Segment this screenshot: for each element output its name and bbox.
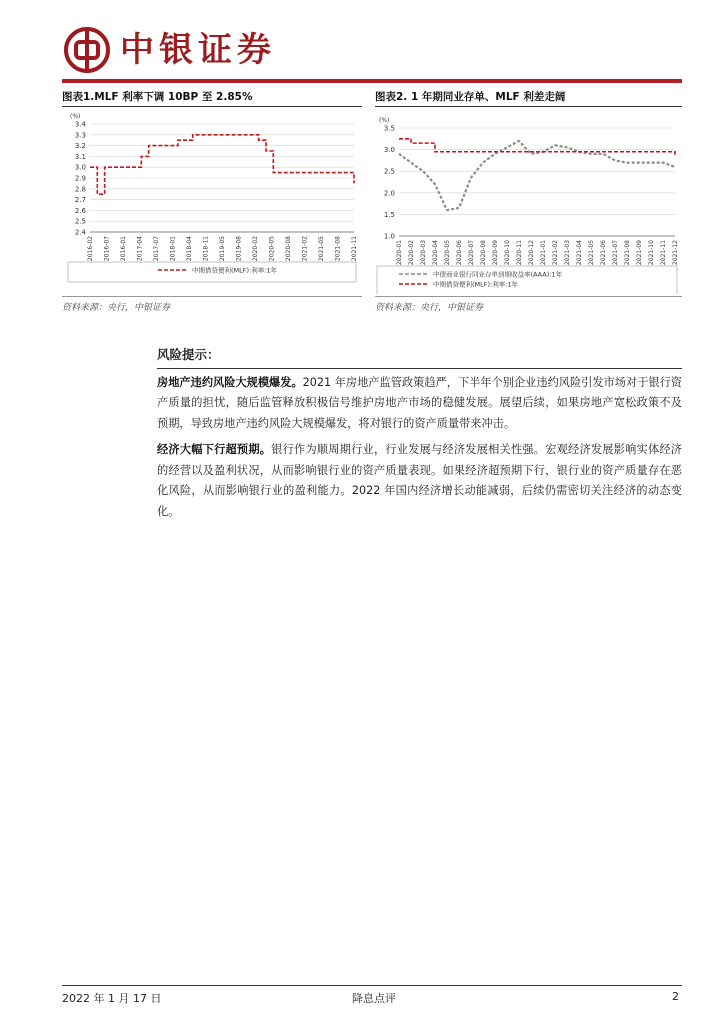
x-tick-label: 2020-04: [432, 240, 439, 266]
x-tick-label: 2018-01: [169, 236, 177, 262]
x-tick-label: 2021-11: [351, 236, 358, 262]
x-tick-label: 2021-12: [672, 240, 679, 266]
x-tick-label: 2019-05: [219, 236, 226, 262]
y-tick-label: 1.0: [383, 232, 395, 241]
page-number: 2: [672, 990, 679, 1003]
y-tick-label: 3.0: [383, 146, 395, 155]
chart2-title-rule: [375, 106, 682, 107]
y-tick-label: 3.4: [74, 120, 86, 129]
x-tick-label: 2020-12: [528, 240, 535, 266]
y-tick-label: 2.6: [74, 206, 86, 215]
chart1-title-rule: [62, 106, 362, 107]
series-line: [90, 135, 354, 194]
y-tick-label: 2.9: [74, 174, 86, 183]
x-tick-label: 2018-04: [186, 236, 193, 262]
x-tick-label: 2021-04: [576, 240, 583, 266]
risk-item-text: 2021 年房地产监管政策趋严，下半年个别企业违约风险引发市场对于银行资产质量的担忧，随后监管释放积极信号维护房地产市场的稳健发展。展望后续，如果房地产宽松政策不及预期，导致房地产违约风险大规模爆发，将对银行的资产质量带来冲击。: [157, 375, 682, 430]
y-tick-label: 2.7: [74, 196, 86, 205]
header-rule: [62, 79, 682, 83]
bank-logo-icon: [64, 27, 110, 73]
y-tick-label: 1.5: [383, 210, 395, 219]
x-tick-label: 2020-02: [408, 240, 415, 266]
chart2-title: 图表2. 1 年期同业存单、MLF 利差走阔: [375, 91, 566, 103]
x-tick-label: 2020-01: [396, 240, 403, 266]
y-tick-label: 2.0: [383, 189, 395, 198]
x-tick-label: 2021-05: [318, 236, 325, 262]
x-tick-label: 2020-10: [504, 240, 511, 266]
legend-label: 中债商业银行同业存单到期收益率(AAA):1年: [433, 270, 563, 279]
y-tick-label: 2.4: [74, 228, 86, 237]
x-tick-label: 2021-09: [636, 240, 643, 266]
x-tick-label: 2020-03: [420, 240, 427, 266]
chart1-source-rule: [62, 296, 362, 297]
chart2-ncd-vs-mlf: [375, 108, 682, 294]
brand-name: 中银证券: [120, 30, 276, 70]
legend-label: 中期借贷便利(MLF):利率:1年: [192, 266, 278, 275]
x-tick-label: 2021-08: [334, 236, 342, 262]
risk-heading: 风险提示：: [157, 345, 682, 369]
y-axis-unit: (%): [379, 117, 390, 124]
chart1-title: 图表1.MLF 利率下调 10BP 至 2.85%: [62, 91, 253, 103]
y-tick-label: 3.5: [383, 124, 395, 133]
x-tick-label: 2021-02: [552, 240, 559, 266]
x-tick-label: 2021-10: [648, 240, 655, 266]
x-tick-label: 2017-04: [136, 236, 144, 262]
x-tick-label: 2021-05: [588, 240, 595, 266]
x-tick-label: 2021-02: [301, 236, 309, 262]
x-tick-label: 2016-02: [87, 236, 94, 262]
x-tick-label: 2016-07: [103, 236, 111, 262]
risk-item: [157, 440, 682, 522]
y-tick-label: 2.5: [383, 167, 395, 176]
x-tick-label: 2020-11: [516, 240, 523, 266]
x-tick-label: 2020-08: [285, 236, 292, 262]
x-tick-label: 2021-01: [540, 240, 547, 266]
chart1-mlf-rate: [62, 108, 362, 294]
risk-item-title: 经济大幅下行超预期。: [157, 443, 272, 456]
x-tick-label: 2020-02: [252, 236, 259, 262]
x-tick-label: 2020-07: [468, 240, 475, 266]
legend-label: 中期借贷便利(MLF):利率:1年: [433, 280, 519, 289]
footer-doc-type: 降息点评: [352, 992, 396, 1005]
x-tick-label: 2018-11: [202, 236, 210, 262]
x-tick-label: 2020-05: [268, 236, 276, 262]
y-tick-label: 2.5: [74, 217, 86, 226]
y-tick-label: 3.0: [74, 163, 86, 172]
x-tick-label: 2020-06: [456, 240, 463, 266]
x-tick-label: 2019-08: [235, 236, 243, 262]
x-tick-label: 2020-05: [444, 240, 451, 266]
footer-rule: [62, 985, 682, 986]
chart1-source: 资料来源：央行，中银证券: [62, 303, 171, 313]
y-tick-label: 3.1: [74, 152, 86, 161]
brand-logo: [64, 27, 276, 73]
x-tick-label: 2021-11: [660, 240, 667, 266]
x-tick-label: 2017-07: [153, 236, 160, 262]
chart2-source: 资料来源：央行，中银证券: [375, 303, 484, 313]
risk-section: [157, 345, 682, 528]
x-tick-label: 2021-07: [612, 240, 619, 266]
footer-date: 2022 年 1 月 17 日: [62, 992, 162, 1005]
x-tick-label: 2020-08: [480, 240, 487, 266]
risk-item-text: 银行作为顺周期行业，行业发展与经济发展相关性强。宏观经济发展影响实体经济的经营以及盈利状况，从而影响银行业的资产质量表现。如果经济超预期下行，银行业的资产质量存在恶化风险，从而影响银行业的盈利能力。2022 年国内经济增长动能减弱，后续仍需密切关注经济的动态变化。: [157, 443, 682, 518]
x-tick-label: 2021-06: [600, 240, 607, 266]
x-tick-label: 2021-08: [624, 240, 631, 266]
y-tick-label: 3.3: [74, 131, 86, 140]
risk-item-title: 房地产违约风险大规模爆发。: [157, 375, 303, 389]
y-tick-label: 3.2: [74, 142, 86, 151]
x-tick-label: 2021-03: [564, 240, 571, 266]
x-tick-label: 2016-01: [120, 236, 127, 262]
chart2-source-rule: [375, 296, 682, 297]
x-tick-label: 2020-09: [492, 240, 499, 266]
risk-item: [157, 373, 682, 435]
y-tick-label: 2.8: [74, 185, 86, 194]
y-axis-unit: (%): [70, 113, 81, 120]
